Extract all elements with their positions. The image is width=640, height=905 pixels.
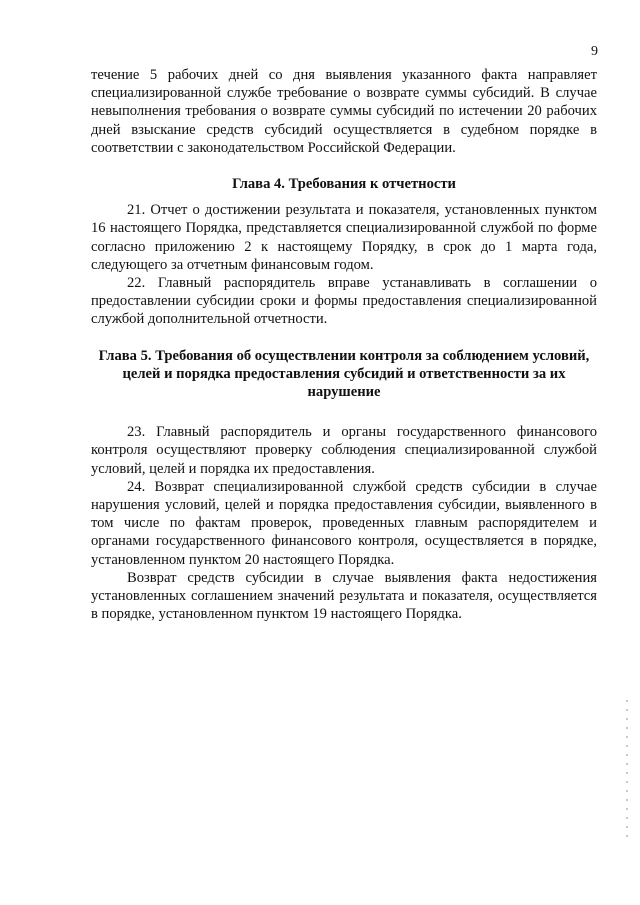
chapter-4-title: Глава 4. Требования к отчетности [232,176,456,193]
page-number: 9 [591,44,598,59]
paragraph-21: 21. Отчет о достижении результата и показателя, установленных пунктом 16 настоящего Порядка, представляется специализированной службой по форме согласно приложению 2 к настоящему Порядку, в срок до 1 марта года, следующего за отчетным финансовым годом. [91,202,597,273]
continued-paragraph: течение 5 рабочих дней со дня выявления указанного факта направляет специализированной службе требование о возврате суммы субсидий. В случае невыполнения требования о возврате суммы субсидий по истечении 20 рабочих дней взыскание средств субсидий осуществляется в судебном порядке в соответствии с законодательством Российской Федерации. [91,67,597,156]
paragraph-22: 22. Главный распорядитель вправе устанавливать в соглашении о предоставлении субсидии сроки и формы предоставления специализированной службой дополнительной отчетности. [91,275,597,328]
paragraph-return: Возврат средств субсидии в случае выявления факта недостижения установленных соглашением значений результата и показателя, осуществляется в порядке, установленном пунктом 19 настоящего Порядка. [91,569,597,623]
paragraph-23: 23. Главный распорядитель и органы государственного финансового контроля осуществляют проверку соблюдения специализированной службой условий, целей и порядка их предоставления. [91,424,597,477]
scan-edge-marks [626,700,628,840]
document-body [91,66,597,623]
chapter-5-title: Глава 5. Требования об осуществлении контроля за соблюдением условий, целей и порядка предоставления субсидий и ответственности за их нарушение [98,347,590,401]
paragraph-24: 24. Возврат специализированной службой средств субсидии в случае нарушения условий, целей и порядка предоставления субсидии, выявленного в том числе по фактам проверок, проведенных главным распорядителем и органами государственного финансового контроля, осуществляется в порядке, установленном пунктом 20 настоящего Порядка. [91,478,597,568]
